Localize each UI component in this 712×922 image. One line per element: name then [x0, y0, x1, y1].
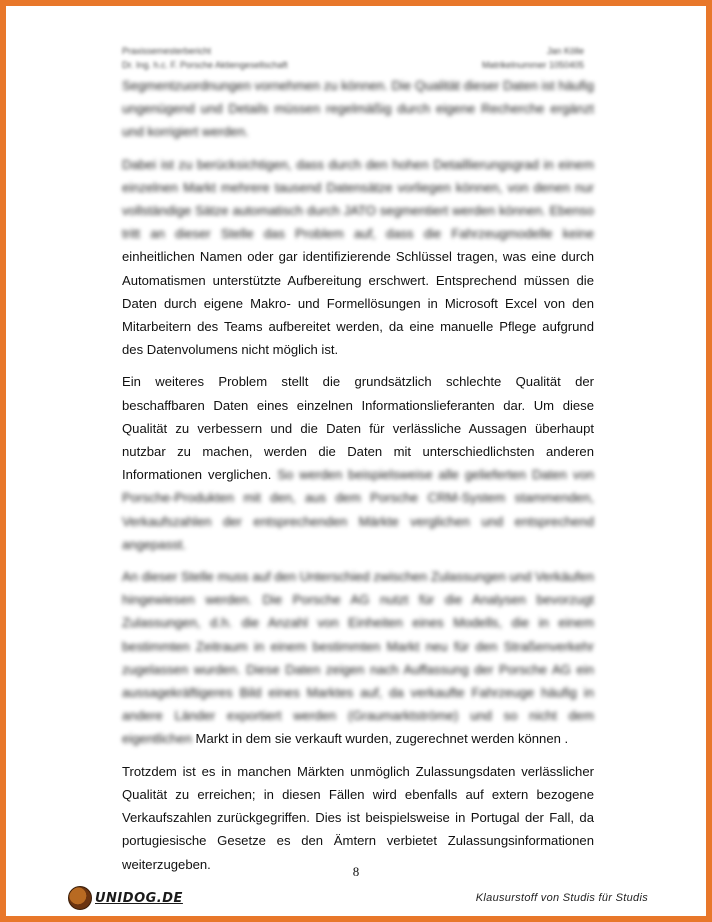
- paragraph-4: [122, 565, 594, 751]
- unidog-logo[interactable]: [68, 886, 183, 910]
- paragraph-5: [122, 760, 594, 876]
- clear-text: Ein weiteres Problem stellt die grundsätzlich schlechte Qualität der beschaffbaren Daten eines einzelnen Informationslieferanten dar. Um diese Qualität zu verbessern und die Daten für verlässliche Aussagen überhaupt nutzbar zu machen, werden die Daten mit unterschiedlichsten anderen Informationen verglichen.: [122, 374, 594, 483]
- blurred-text: Segmentzuordnungen vornehmen zu können. Die Qualität dieser Daten ist häufig ungenügend und Details müssen regelmäßig durch eigene Recherche ergänzt und korrigiert werden.: [122, 78, 594, 140]
- paragraph-3: [122, 370, 594, 556]
- document-page: [6, 6, 706, 916]
- paragraph-1: [122, 74, 594, 144]
- paragraph-2: [122, 153, 594, 362]
- header-left-top: Praxissemesterbericht: [122, 46, 212, 56]
- clear-text: Trotzdem ist es in manchen Märkten unmöglich Zulassungsdaten verlässlicher Qualität zu erreichen; in diesen Fällen wird ebenfalls auf extern bezogene Verkaufszahlen zurückgegriffen. Dies ist beispielsweise in Portugal der Fall, da portugiesische Gesetze es den Ämtern verbietet Zulassungsinformationen weiterzugeben.: [122, 763, 594, 872]
- clear-text: Markt in dem sie verkauft wurden, zugerechnet werden können .: [195, 731, 569, 747]
- blurred-text: An dieser Stelle muss auf den Unterschied zwischen Zulassungen und Verkäufen hingewiesen werden. Die Porsche AG nutzt für die Analysen bevorzugt Zulassungen, d.h. die Anzahl von Einheiten eines Modells, die in einem bestimmten Zeitraum in einem bestimmten Markt neu für den Straßenverkehr zugelassen wurden. Diese Daten zeigen nach Auffassung der Porsche AG ein aussagekräftigeres Bild eines Marktes auf, da verkaufte Fahrzeuge häufig in andere Länder exportiert werden (Graumarktströme) und so nicht dem eigentlichen: [122, 569, 594, 747]
- header-right-bottom: Matrikelnummer 1050405: [481, 60, 584, 70]
- logo-text: UNIDOG.DE: [95, 890, 183, 906]
- page-header: [122, 44, 584, 72]
- blurred-text: Dabei ist zu berücksichtigen, dass durch den hohen Detaillierungsgrad in einem einzelnen Markt mehrere tausend Datensätze vorliegen können, von denen nur vollständige Sätze automatisch durch JATO segmentiert werden können. Ebenso tritt an dieser Stelle das Problem auf, dass die Fahrzeugmodelle keine: [122, 156, 594, 242]
- clear-text: einheitlichen Namen oder gar identifizierende Schlüssel tragen, was eine durch Automatismen unterstützte Aufbereitung erschwert. Entsprechend müssen die Daten durch eigene Makro- und Formellösungen in Microsoft Excel von den Mitarbeitern des Teams aufbereitet werden, da eine manuelle Pflege aufgrund des Datenvolumens nicht möglich ist.: [122, 249, 594, 358]
- dog-icon: [68, 886, 92, 910]
- footer-note: Klausurstoff von Studis für Studis: [475, 892, 648, 904]
- document-body: [122, 74, 594, 885]
- blurred-text: So werden beispielsweise alle gelieferten Daten von Porsche-Produkten mit den, aus dem Porsche CRM-System stammenden, Verkaufszahlen der entsprechenden Märkte verglichen und entsprechend angepasst.: [122, 467, 595, 552]
- page-number: 8: [352, 864, 360, 879]
- header-left-bottom: Dr. Ing. h.c. F. Porsche Aktiengesellschaft: [122, 60, 288, 70]
- header-right-top: Jan Kölle: [546, 46, 584, 56]
